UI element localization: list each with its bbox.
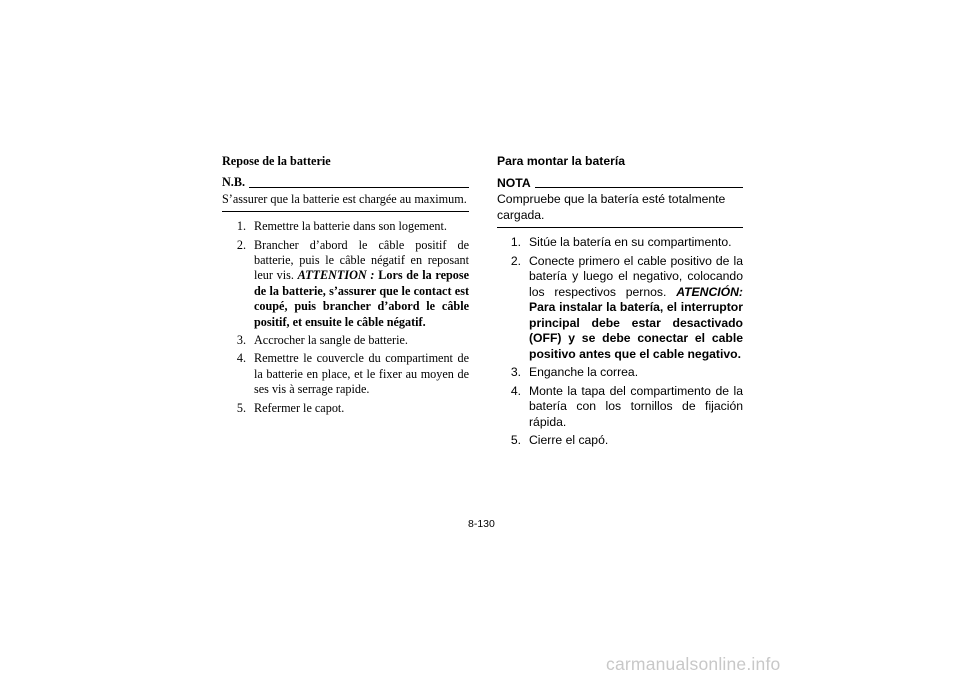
step-number: 3. bbox=[236, 333, 246, 348]
french-note-label: N.B. bbox=[222, 175, 246, 190]
step-text: Sitúe la batería en su compartimento. bbox=[529, 235, 732, 249]
list-item bbox=[497, 235, 743, 251]
step-text: Cierre el capó. bbox=[529, 433, 609, 447]
spanish-note-header bbox=[497, 176, 743, 192]
spanish-steps bbox=[497, 235, 743, 449]
step-number: 5. bbox=[510, 433, 521, 447]
list-item bbox=[222, 401, 469, 416]
step-text: Remettre le couvercle du compartiment de la batterie en place, et le fixer au moyen de ses vis à serrage rapide. bbox=[254, 351, 469, 397]
list-item bbox=[497, 384, 743, 431]
list-item bbox=[222, 238, 469, 330]
step-number: 2. bbox=[510, 253, 521, 268]
step-text: Remettre la batterie dans son logement. bbox=[254, 219, 447, 234]
step-text bbox=[254, 238, 469, 330]
step-number: 5. bbox=[236, 400, 246, 415]
step-text: Enganche la correa. bbox=[529, 365, 639, 379]
french-note-text: S’assurer que la batterie est chargée au maximum. bbox=[222, 192, 469, 212]
attention-label: ATENCIÓN: bbox=[676, 284, 743, 299]
page-number: 8-130 bbox=[468, 518, 495, 530]
list-item bbox=[222, 219, 469, 234]
attention-label: ATTENTION : bbox=[297, 268, 375, 283]
step-number: 3. bbox=[510, 365, 521, 379]
step-number: 2. bbox=[236, 237, 246, 252]
spanish-column bbox=[497, 154, 743, 452]
step-number: 1. bbox=[510, 235, 521, 249]
step-text-main: Conecte primero el cable positivo de la batería y luego el negativo, colocando los respectivos pernos. bbox=[529, 253, 743, 299]
attention-text: Para instalar la batería, el interruptor principal debe estar desactivado (OFF) y se debe conectar el cable positivo antes que el cable negativo. bbox=[529, 300, 743, 361]
list-item bbox=[497, 254, 743, 363]
list-item bbox=[497, 365, 743, 381]
spanish-note-label: NOTA bbox=[497, 175, 531, 190]
step-number: 4. bbox=[236, 351, 246, 366]
french-note-rule bbox=[249, 187, 469, 188]
step-text: Accrocher la sangle de batterie. bbox=[254, 333, 408, 348]
french-note-header bbox=[222, 175, 469, 190]
spanish-heading: Para montar la batería bbox=[497, 154, 626, 168]
spanish-note-text: Compruebe que la batería esté totalmente cargada. bbox=[497, 192, 743, 228]
attention-text: Lors de la repose de la batterie, s’assurer que le contact est coupé, puis brancher d’abord le câble positif, et ensuite le câble négatif. bbox=[254, 268, 470, 329]
french-steps bbox=[222, 219, 469, 416]
step-number: 4. bbox=[510, 383, 521, 398]
watermark: carmanualsonline.info bbox=[606, 654, 781, 674]
list-item bbox=[497, 433, 743, 449]
french-column bbox=[222, 154, 469, 419]
french-heading: Repose de la batterie bbox=[222, 154, 331, 168]
list-item bbox=[222, 333, 469, 348]
step-number: 1. bbox=[236, 219, 246, 234]
spanish-note-rule bbox=[535, 187, 743, 188]
step-text-main: Brancher d’abord le câble positif de batterie, puis le câble négatif en reposant leur vis. bbox=[254, 237, 469, 283]
step-text: Refermer le capot. bbox=[254, 400, 345, 415]
step-text: Monte la tapa del compartimento de la batería con los tornillos de fijación rápida. bbox=[529, 383, 743, 429]
step-text bbox=[529, 254, 743, 363]
list-item bbox=[222, 351, 469, 397]
